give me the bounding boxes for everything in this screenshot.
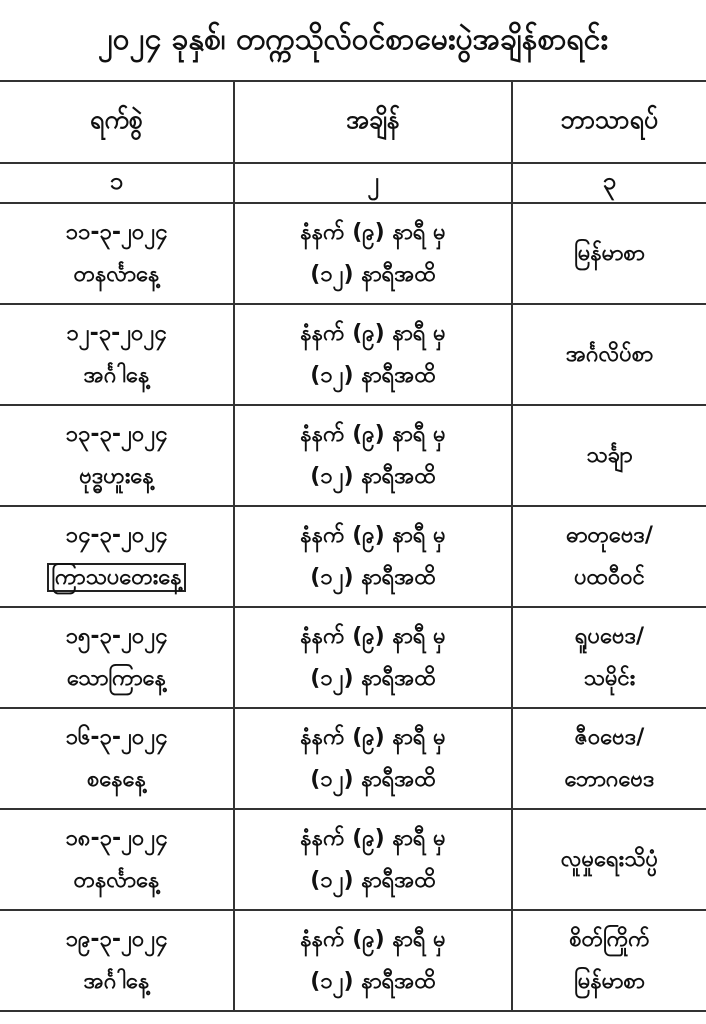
subject-cell <box>512 708 706 809</box>
time-end-text: (၁၂) နာရီအထိ <box>310 564 436 590</box>
subject-cell <box>512 506 706 607</box>
time-end-text: (၁၂) နာရီအထိ <box>310 665 436 691</box>
subject-text: ဇီဝဗေဒ/ <box>574 724 645 750</box>
header-row <box>0 81 706 163</box>
date-text: ၁၃-၃-၂၀၂၄ <box>65 421 168 447</box>
header-date: ရက်စွဲ <box>0 81 234 163</box>
date-cell <box>0 910 234 1011</box>
page-title: ၂၀၂၄ ခုနှစ်၊ တက္ကသိုလ်ဝင်စာမေးပွဲအချိန်စာရင်း <box>97 22 609 57</box>
day-text: အင်္ဂါနေ့ <box>83 968 150 994</box>
date-text: ၁၈-၃-၂၀၂၄ <box>65 825 168 851</box>
subject-text: စိတ်ကြိုက် <box>569 926 650 952</box>
date-cell <box>0 809 234 910</box>
time-cell <box>234 708 512 809</box>
header-subject: ဘာသာရပ် <box>512 81 706 163</box>
day-text: တနင်္လာနေ့ <box>73 867 160 893</box>
column-number: ၂ <box>234 163 512 203</box>
table-row <box>0 809 706 910</box>
subject-text-2: ဘောဂဗေဒ <box>564 766 655 792</box>
subject-text-2: ပထဝီဝင် <box>574 564 645 590</box>
time-start-text: နံနက် (၉) နာရီ မှ <box>300 320 446 346</box>
day-text: အင်္ဂါနေ့ <box>83 362 150 388</box>
time-end-text: (၁၂) နာရီအထိ <box>310 463 436 489</box>
date-cell <box>0 203 234 304</box>
table-row <box>0 506 706 607</box>
time-cell <box>234 910 512 1011</box>
time-end-text: (၁၂) နာရီအထိ <box>310 968 436 994</box>
date-cell <box>0 708 234 809</box>
day-text: တနင်္လာနေ့ <box>73 261 160 287</box>
subject-text: အင်္ဂလိပ်စာ <box>565 341 654 367</box>
table-row <box>0 304 706 405</box>
date-cell <box>0 506 234 607</box>
subject-cell <box>512 304 706 405</box>
subject-cell <box>512 607 706 708</box>
time-start-text: နံနက် (၉) နာရီ မှ <box>300 623 446 649</box>
table-row <box>0 708 706 809</box>
subject-text: လူမှုရေးသိပ္ပံ <box>560 846 659 872</box>
date-cell <box>0 405 234 506</box>
subject-text-2: မြန်မာစာ <box>574 968 645 994</box>
exam-schedule-table <box>0 80 706 1012</box>
subject-cell <box>512 405 706 506</box>
header-time: အချိန် <box>234 81 512 163</box>
date-cell <box>0 607 234 708</box>
table-row <box>0 405 706 506</box>
day-text: ကြာသပတေးနေ့ <box>47 563 185 592</box>
table-row <box>0 910 706 1011</box>
time-cell <box>234 809 512 910</box>
subject-text: သင်္ချာ <box>586 442 633 468</box>
time-start-text: နံနက် (၉) နာရီ မှ <box>300 421 446 447</box>
time-start-text: နံနက် (၉) နာရီ မှ <box>300 724 446 750</box>
date-text: ၁၅-၃-၂၀၂၄ <box>65 623 168 649</box>
time-cell <box>234 405 512 506</box>
time-end-text: (၁၂) နာရီအထိ <box>310 766 436 792</box>
subject-cell <box>512 809 706 910</box>
subject-text: ဓာတုဗေဒ/ <box>566 522 653 548</box>
time-start-text: နံနက် (၉) နာရီ မှ <box>300 219 446 245</box>
time-cell <box>234 607 512 708</box>
date-text: ၁၁-၃-၂၀၂၄ <box>65 219 168 245</box>
subject-text-2: သမိုင်း <box>583 665 636 691</box>
column-number: ၃ <box>512 163 706 203</box>
time-cell <box>234 203 512 304</box>
table-row <box>0 203 706 304</box>
time-end-text: (၁၂) နာရီအထိ <box>310 261 436 287</box>
time-start-text: နံနက် (၉) နာရီ မှ <box>300 825 446 851</box>
subject-text: မြန်မာစာ <box>574 240 645 266</box>
time-start-text: နံနက် (၉) နာရီ မှ <box>300 522 446 548</box>
day-text-wrap <box>4 557 229 599</box>
day-text: သောကြာနေ့ <box>67 665 166 691</box>
date-text: ၁၂-၃-၂၀၂၄ <box>66 320 167 346</box>
day-text: ဗုဒ္ဓဟူးနေ့ <box>79 463 154 489</box>
time-cell <box>234 506 512 607</box>
subject-cell <box>512 203 706 304</box>
column-number-row <box>0 163 706 203</box>
date-text: ၁၉-၃-၂၀၂၄ <box>65 926 168 952</box>
time-end-text: (၁၂) နာရီအထိ <box>310 362 436 388</box>
date-text: ၁၆-၃-၂၀၂၄ <box>65 724 168 750</box>
time-cell <box>234 304 512 405</box>
date-text: ၁၄-၃-၂၀၂၄ <box>65 522 168 548</box>
table-row <box>0 607 706 708</box>
day-text: စနေနေ့ <box>86 766 147 792</box>
subject-cell <box>512 910 706 1011</box>
time-start-text: နံနက် (၉) နာရီ မှ <box>300 926 446 952</box>
date-cell <box>0 304 234 405</box>
subject-text: ရူပဗေဒ/ <box>574 623 645 649</box>
time-end-text: (၁၂) နာရီအထိ <box>310 867 436 893</box>
column-number: ၁ <box>0 163 234 203</box>
